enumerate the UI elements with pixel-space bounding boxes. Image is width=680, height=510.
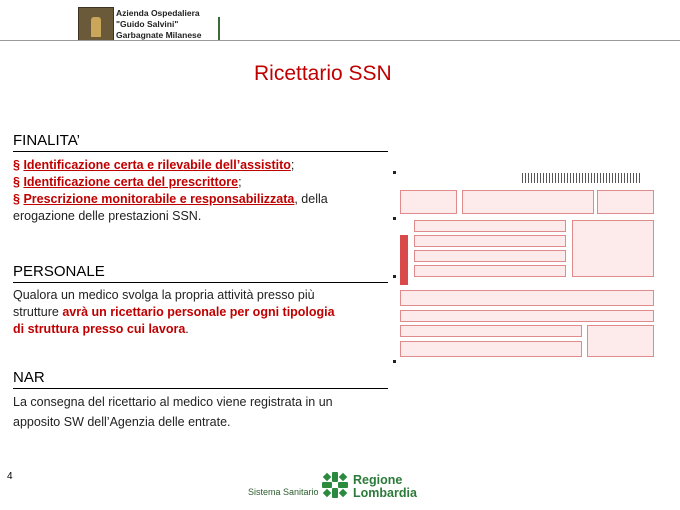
regione-lombardia-label: Regione Lombardia: [353, 473, 417, 500]
personale-text: Qualora un medico svolga la propria attività presso più strutture avrà un ricettario personale per ogni tipologia di struttura presso cui lavora.: [13, 288, 335, 336]
section-rule: [13, 151, 388, 152]
hospital-name: Azienda Ospedaliera "Guido Salvini" Garbagnate Milanese: [116, 8, 202, 40]
section-rule: [13, 282, 388, 283]
page-number: 4: [7, 471, 13, 482]
finalita-bullets: § Identificazione certa e rilevabile dell’assistito; § Identificazione certa del prescrittore; § Prescrizione monitorabile e responsabilizzata, della erogazione delle prestazioni SSN.: [13, 157, 383, 225]
sistema-sanitario-label: Sistema Sanitario: [248, 487, 319, 497]
hospital-crest-icon: [78, 7, 114, 41]
regione-lombardia-rose-icon: [322, 472, 348, 498]
section-rule: [13, 388, 388, 389]
page-title: Ricettario SSN: [254, 62, 392, 85]
nar-text: La consegna del ricettario al medico viene registrata in un apposito SW dell’Agenzia delle entrate.: [13, 395, 333, 429]
bullet-item: § Prescrizione monitorabile e responsabilizzata, della: [13, 192, 328, 206]
prescription-form-image: [392, 165, 660, 365]
section-heading-finalita: FINALITA’: [13, 132, 80, 149]
bullet-item: § Identificazione certa del prescrittore;: [13, 175, 242, 189]
header-accent-bar: [218, 17, 220, 40]
section-heading-personale: PERSONALE: [13, 263, 105, 280]
section-heading-nar: NAR: [13, 369, 45, 386]
header-divider: [0, 40, 680, 41]
bullet-item: § Identificazione certa e rilevabile dell’assistito;: [13, 158, 295, 172]
